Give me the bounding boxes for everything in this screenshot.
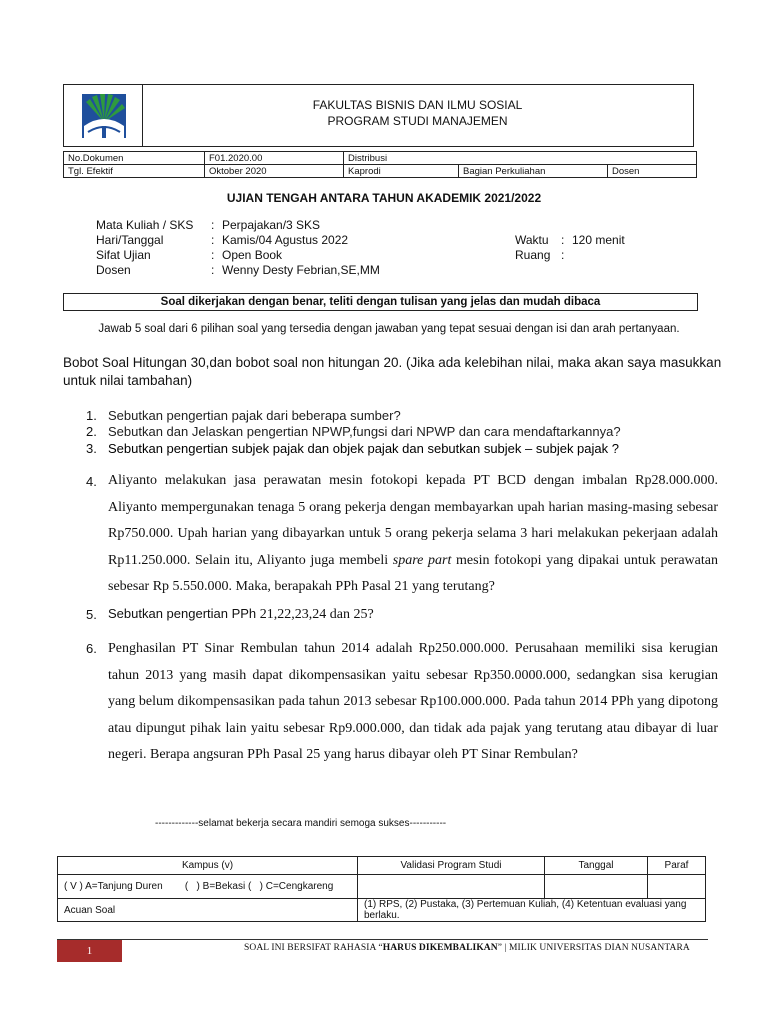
signature-header: Paraf <box>648 857 706 875</box>
validation-cell <box>358 875 545 899</box>
signature-cell <box>648 875 706 899</box>
question-text: Sebutkan dan Jelaskan pengertian NPWP,fungsi dari NPWP dan cara mendaftarkannya? <box>108 424 621 439</box>
date-header: Tanggal <box>545 857 648 875</box>
meta-label: Mata Kuliah / SKS <box>96 218 194 232</box>
effective-date-label: Tgl. Efektif <box>64 165 205 178</box>
closing-message: -------------selamat bekerja secara mandiri semoga sukses----------- <box>155 818 447 829</box>
faculty-heading <box>142 97 693 129</box>
footer-divider <box>57 939 708 940</box>
campus-header: Kampus (v) <box>58 857 358 875</box>
doc-info-row <box>64 152 697 165</box>
meta-colon: : <box>211 263 215 277</box>
meta-colon: : <box>561 233 565 247</box>
question-number: 3. <box>86 441 97 456</box>
meta-colon: : <box>211 248 215 262</box>
reference-row <box>58 899 706 922</box>
date-cell <box>545 875 648 899</box>
question-text-part: Aliyanto melakukan jasa perawatan mesin fotokopi kepada PT BCD dengan imbalan Rp28.000.000. Aliyanto mempergunakan tenaga 5 orang pekerja dengan membayarkan upah harian masing-masing sebesar Rp750.000. Upah harian yang dibayarkan untuk 5 orang pekerja selama 3 hari melakukan pekerjaan adalah Rp11.250.000. Selain itu, Aliyanto juga membeli <box>108 473 718 568</box>
distribution-label: Distribusi <box>344 152 697 165</box>
doc-number-label: No.Dokumen <box>64 152 205 165</box>
footer-text-emphasis: HARUS DIKEMBALIKAN <box>382 943 498 953</box>
meta-colon: : <box>561 248 565 262</box>
kaprodi-cell: Kaprodi <box>344 165 459 178</box>
weight-note: Bobot Soal Hitungan 30,dan bobot soal non hitungan 20. (Jika ada kelebihan nilai, maka akan saya masukkan untuk nilai tambahan) <box>63 355 722 388</box>
dosen-cell: Dosen <box>608 165 697 178</box>
question-text: Penghasilan PT Sinar Rembulan tahun 2014 adalah Rp250.000.000. Perusahaan memiliki sisa kerugian tahun 2013 yang masih dapat dikompensasikan yaitu sebesar Rp350.0000.000, sedangkan sisa kerugian yang belum dikompensasikan pada tahun 2013 sebesar Rp100.000.000. Pada tahun 2014 PPh yang dipotong atau dipungut pihak lain yaitu sebesar Rp9.000.000, dan tidak ada pajak yang terutang atau dibayar di luar negeri. Berapa angsuran PPh Pasal 25 yang harus dibayar oleh PT Sinar Rembulan? <box>108 641 718 762</box>
question-number: 1. <box>86 408 97 423</box>
validation-header-row <box>58 857 706 875</box>
meta-colon: : <box>211 233 215 247</box>
doc-number-value: F01.2020.00 <box>205 152 344 165</box>
effective-date-value: Oktober 2020 <box>205 165 344 178</box>
room-label: Ruang <box>515 248 551 262</box>
meta-label: Hari/Tanggal <box>96 233 164 247</box>
document-info-table <box>63 151 697 178</box>
question-text: Sebutkan pengertian pajak dari beberapa sumber? <box>108 408 401 423</box>
lecturer-value: Wenny Desty Febrian,SE,MM <box>222 263 380 277</box>
footer-text <box>244 943 690 953</box>
question-text <box>108 468 718 601</box>
meta-label: Dosen <box>96 263 131 277</box>
exam-type-value: Open Book <box>222 248 283 262</box>
duration-label: Waktu <box>515 233 549 247</box>
exam-title: UJIAN TENGAH ANTARA TAHUN AKADEMIK 2021/2022 <box>226 191 542 205</box>
question-text-part: Sebutkan pengertian PPh <box>108 606 260 621</box>
campus-options: ( V ) A=Tanjung Duren ( ) B=Bekasi ( ) C=Cengkareng <box>58 875 358 899</box>
date-value: Kamis/04 Agustus 2022 <box>222 233 349 247</box>
program-name: PROGRAM STUDI MANAJEMEN <box>327 114 508 128</box>
reference-value: (1) RPS, (2) Pustaka, (3) Pertemuan Kuliah, (4) Ketentuan evaluasi yang berlaku. <box>358 899 706 922</box>
university-logo-icon <box>80 92 128 140</box>
document-header <box>63 84 694 147</box>
logo-cell <box>64 85 143 146</box>
question-number: 6. <box>86 641 97 656</box>
campus-row <box>58 875 706 899</box>
question-number: 5. <box>86 607 97 622</box>
question-number: 2. <box>86 424 97 439</box>
duration-value: 120 menit <box>572 233 625 247</box>
instruction-text: Jawab 5 soal dari 6 pilihan soal yang tersedia dengan jawaban yang tepat sesuai dengan isi dan arah pertanyaan. <box>98 323 680 335</box>
question-text-emphasis: spare part <box>392 552 452 568</box>
bagian-perkuliahan-cell: Bagian Perkuliahan <box>459 165 608 178</box>
meta-label: Sifat Ujian <box>96 248 151 262</box>
validation-table <box>57 856 706 922</box>
doc-info-row <box>64 165 697 178</box>
question-text: Sebutkan pengertian subjek pajak dan objek pajak dan sebutkan subjek – subjek pajak ? <box>108 441 619 456</box>
validation-header: Validasi Program Studi <box>358 857 545 875</box>
notice-box: Soal dikerjakan dengan benar, teliti dengan tulisan yang jelas dan mudah dibaca <box>63 293 698 311</box>
course-value: Perpajakan/3 SKS <box>222 218 321 232</box>
question-text <box>108 606 374 623</box>
footer-text-part: ” | MILIK UNIVERSITAS DIAN NUSANTARA <box>497 943 690 953</box>
page-number: 1 <box>57 940 122 962</box>
footer-text-part: SOAL INI BERSIFAT RAHASIA “ <box>244 943 383 953</box>
question-text-part: 21,22,23,24 dan 25? <box>259 607 374 622</box>
question-number: 4. <box>86 474 97 489</box>
meta-colon: : <box>211 218 215 232</box>
faculty-name: FAKULTAS BISNIS DAN ILMU SOSIAL <box>312 98 523 112</box>
reference-label: Acuan Soal <box>58 899 358 922</box>
question-text-part: mesin fotokopi yang dipakai untuk perawatan sebesar Rp 5.550.000. Maka, berapakah PPh Pasal 21 yang terutang? <box>108 552 718 594</box>
